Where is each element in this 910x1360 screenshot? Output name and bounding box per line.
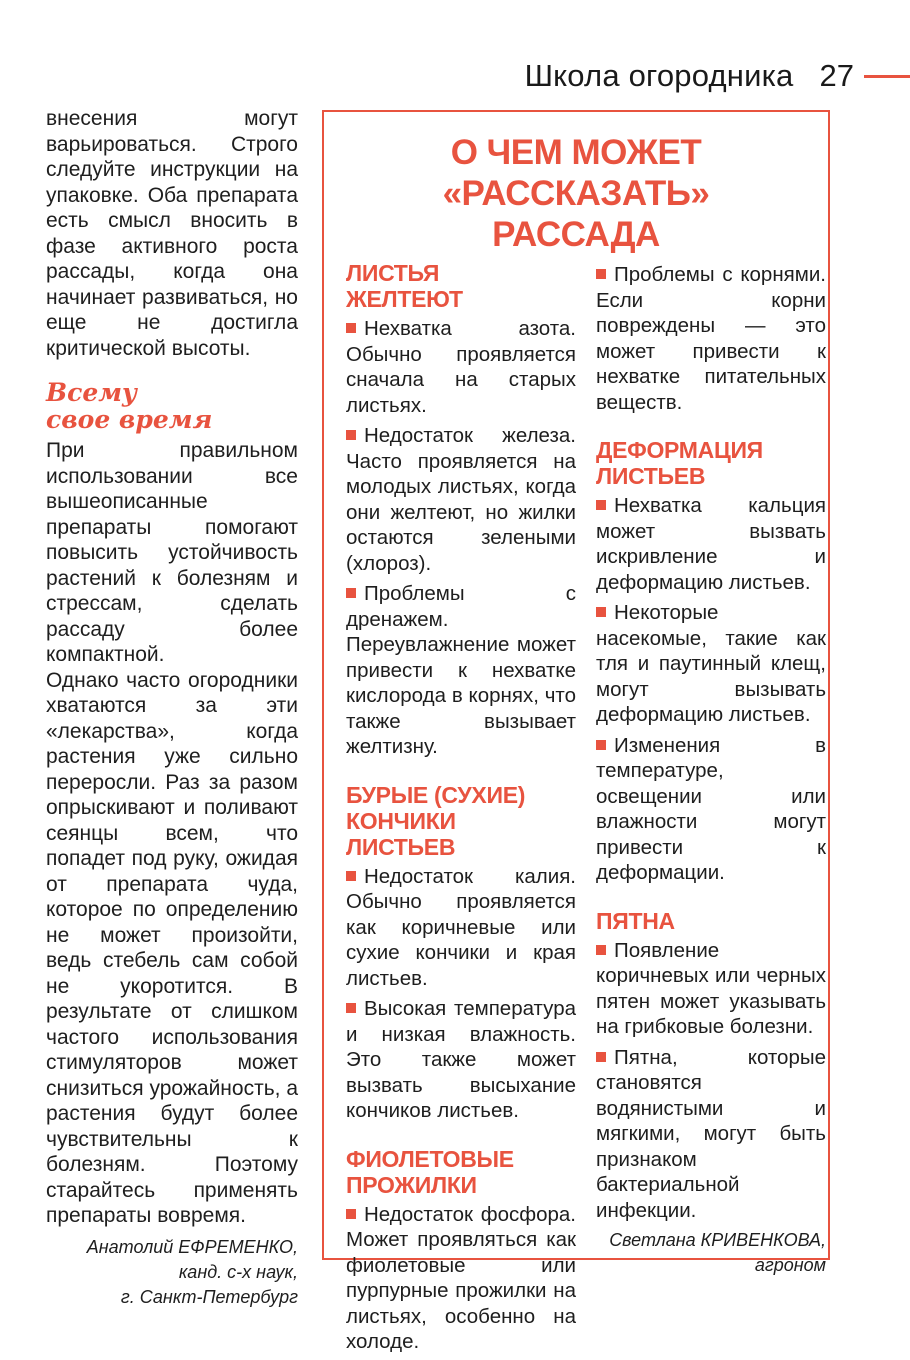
spots-heading: ПЯТНА [596, 907, 675, 934]
violet-heading-line1: ФИОЛЕТОВЫЕ [346, 1145, 514, 1172]
list-item [596, 262, 826, 415]
list-item-text: Недостаток калия. Обычно проявляется как коричневые или сухие кончики и края листьев. [346, 864, 576, 990]
box-author-name: Светлана КРИВЕНКОВА, [609, 1230, 826, 1250]
brown-heading-line1: БУРЫЕ (СУХИЕ) [346, 781, 526, 808]
box-title-line3: РАССАДА [492, 215, 660, 254]
list-item-text: Нехватка кальция может вызвать искривление и деформацию листьев. [596, 494, 826, 594]
author-degree: канд. с-х наук, [178, 1261, 298, 1282]
bullet-icon [346, 430, 356, 440]
yellow-leaves-heading [346, 260, 576, 312]
bullet-icon [596, 500, 606, 510]
brown-heading-line3: ЛИСТЬЕВ [346, 833, 456, 860]
bullet-icon [596, 1052, 606, 1062]
rubric-title: Школа огородника [524, 58, 794, 93]
body-paragraph-1: При правильном использовании все вышеописанные препараты помогают повысить устойчивость растений к болезням и стрессам, сделать рассаду более компактной. [46, 439, 298, 666]
yellow-heading-line2: ЖЕЛТЕЮТ [346, 286, 463, 312]
box-title [324, 132, 828, 255]
list-item [346, 864, 576, 992]
box-author-title: агроном [754, 1255, 826, 1275]
deform-heading-line2: ЛИСТЬЕВ [596, 463, 706, 489]
page-header [480, 56, 910, 96]
list-item-text: Проблемы с корнями. Если корни повреждены — это может привести к нехватке питательных веществ. [596, 263, 826, 414]
bullet-icon [346, 1003, 356, 1013]
intro-paragraph: внесения могут варьироваться. Строго следуйте инструкции на упаковке. Оба препарата есть смысл вносить в фазе активного роста рассады, когда она начинает развиваться, но еще не достигла критической высоты. [46, 107, 298, 360]
section-heading [46, 379, 298, 433]
list-item-text: Пятна, которые становятся водянистыми и мягкими, могут быть признаком бактериальной инфекции. [596, 1045, 826, 1222]
box-author-signature [596, 1228, 826, 1278]
bullet-icon [346, 871, 356, 881]
deformation-heading [596, 437, 826, 489]
list-item-text: Недостаток фосфора. Может проявляться как фиолетовые или пурпурные прожилки на листьях, особенно на холоде. [346, 1202, 576, 1353]
bullet-icon [346, 323, 356, 333]
author-city: г. Санкт-Петербург [120, 1286, 298, 1307]
author-signature [46, 1235, 298, 1310]
brown-heading-line2: КОНЧИКИ [346, 807, 456, 834]
body-paragraph-2: Однако часто огородники хватаются за эти «лекарства», когда растения уже сильно переросли. Раз за разом опрыскивают и поливают сеянцы всем, что попадет под руку, ожидая от препарата чуда, которое по определению не может произойти, ведь стебель сам собой не укоротится. В результате от слишком частого использования стимуляторов может снизиться урожайность, а растения будут более чувствительны к болезням. Поэтому старайтесь применять препараты вовремя. [46, 668, 298, 1227]
violet-heading-line2: ПРОЖИЛКИ [346, 1171, 477, 1198]
bullet-icon [346, 1209, 356, 1219]
bullet-icon [596, 269, 606, 279]
deform-heading-line1: ДЕФОРМАЦИЯ [596, 437, 763, 463]
list-item [346, 1202, 576, 1355]
list-item-text: Проблемы с дренажем. Переувлажнение может привести к нехватке кислорода в корнях, что также вызывает желтизну. [346, 582, 576, 758]
list-item [346, 996, 576, 1124]
header-rule [864, 75, 910, 78]
left-column [46, 106, 298, 1310]
list-item-text: Изменения в температуре, освещении или влажности могут привести к деформации. [596, 733, 826, 884]
sidebar-box [322, 110, 830, 1353]
section-heading-line2: свое время [46, 405, 213, 434]
bullet-icon [596, 945, 606, 955]
yellow-heading-line1: ЛИСТЬЯ [346, 260, 440, 286]
bullet-icon [596, 607, 606, 617]
list-item [346, 423, 576, 576]
bullet-icon [596, 740, 606, 750]
brown-tips-heading [346, 782, 576, 860]
list-item-text: Недостаток железа. Часто проявляется на молодых листьях, когда они желтеют, но жилки остаются зелеными (хлороз). [346, 424, 576, 575]
list-item [346, 581, 576, 760]
box-column-right [596, 262, 826, 1278]
list-item-text: Высокая температура и низкая влажность. Это также может вызвать высыхание кончиков листьев. [346, 997, 576, 1122]
list-item-text: Появление коричневых или черных пятен может указывать на грибковые болезни. [596, 938, 826, 1038]
list-item [596, 600, 826, 728]
box-column-left [346, 260, 576, 1360]
box-title-line2: «РАССКАЗАТЬ» [442, 174, 710, 213]
list-item [596, 938, 826, 1040]
box-title-line1: О ЧЕМ МОЖЕТ [450, 133, 702, 172]
page-number: 27 [819, 58, 854, 93]
author-name: Анатолий ЕФРЕМЕНКО, [86, 1236, 298, 1257]
section-heading-line1: Всему [46, 378, 137, 407]
violet-veins-heading [346, 1146, 576, 1198]
list-item [596, 733, 826, 886]
list-item [596, 1045, 826, 1224]
list-item-text: Некоторые насекомые, такие как тля и паутинный клещ, могут вызывать деформацию листьев. [596, 601, 826, 726]
list-item [346, 316, 576, 418]
list-item [596, 493, 826, 595]
list-item-text: Нехватка азота. Обычно проявляется сначала на старых листьях. [346, 317, 576, 417]
bullet-icon [346, 588, 356, 598]
